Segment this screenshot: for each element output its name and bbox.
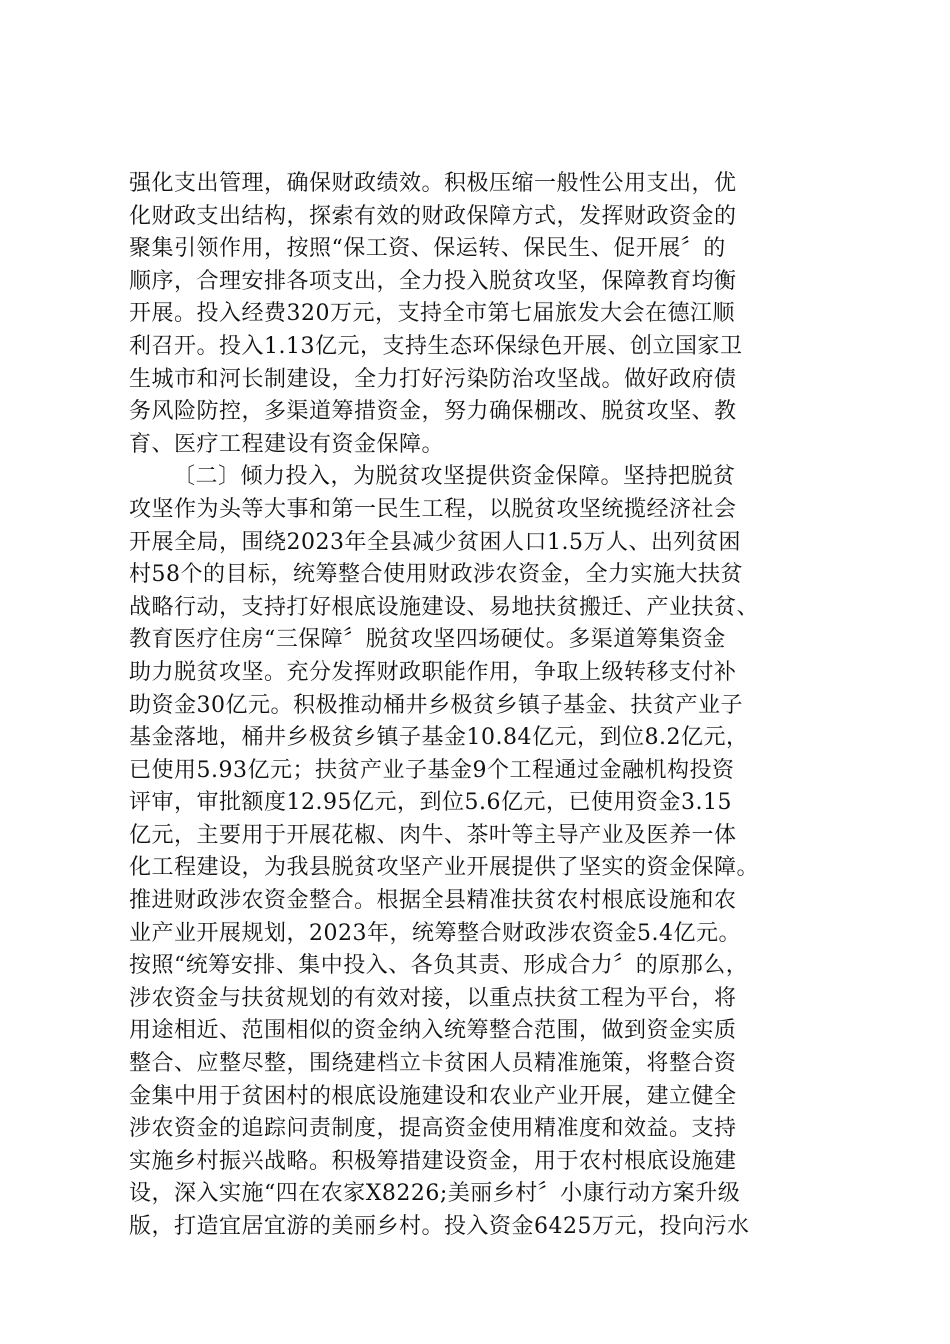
- text-line: 实施乡村振兴战略。积极筹措建设资金，用于农村根底设施建: [129, 1148, 737, 1174]
- text-line: 务风险防控，多渠道筹措资金，努力确保棚改、脱贫攻坚、教: [129, 399, 737, 425]
- text-line: 用途相近、范围相似的资金纳入统筹整合范围，做到资金实质: [129, 1018, 737, 1044]
- text-line: 利召开。投入1.13亿元，支持生态环保绿色开展、创立国家卫: [129, 333, 743, 359]
- text-line: 版，打造宜居宜游的美丽乡村。投入资金6425万元，投向污水: [129, 1214, 750, 1239]
- text-line: 基金落地，桶井乡极贫乡镇子基金10.84亿元，到位8.2亿元，: [129, 725, 749, 751]
- text-line: 化财政支出结构，探索有效的财政保障方式，发挥财政资金的: [129, 203, 737, 229]
- text-line: 村58个的目标，统筹整合使用财政涉农资金，全力实施大扶贫: [129, 562, 743, 588]
- text-line: 战略行动，支持打好根底设施建设、易地扶贫搬迁、产业扶贫、: [129, 594, 760, 620]
- text-line: 已使用5.93亿元；扶贫产业子基金9个工程通过金融机构投资: [129, 757, 735, 783]
- text-line: 评审，审批额度12.95亿元，到位5.6亿元，已使用资金3.15: [129, 790, 732, 816]
- text-line: 〔二〕倾力投入，为脱贫攻坚提供资金保障。坚持把脱贫: [173, 464, 736, 490]
- text-line: 按照“统筹安排、集中投入、各负其责、形成合力〞的原那么，: [129, 953, 749, 979]
- text-line: 攻坚作为头等大事和第一民生工程，以脱贫攻坚统揽经济社会: [129, 496, 737, 522]
- text-line: 化工程建设，为我县脱贫攻坚产业开展提供了坚实的资金保障。: [129, 855, 760, 881]
- text-line: 生城市和河长制建设，全力打好污染防治攻坚战。做好政府债: [129, 366, 737, 392]
- text-line: 推进财政涉农资金整合。根据全县精准扶贫农村根底设施和农: [129, 888, 737, 914]
- text-line: 顺序，合理安排各项支出，全力投入脱贫攻坚，保障教育均衡: [129, 268, 737, 294]
- text-line: 涉农资金的追踪问责制度，提高资金使用精准度和效益。支持: [129, 1116, 737, 1142]
- paragraph: [129, 168, 829, 461]
- text-line: 金集中用于贫困村的根底设施建设和农业产业开展，建立健全: [129, 1083, 737, 1109]
- text-line: 育、医疗工程建设有资金保障。: [129, 431, 445, 457]
- document-body: [129, 168, 829, 1244]
- text-line: 开展。投入经费320万元，支持全市第七届旅发大会在德江顺: [129, 301, 735, 327]
- text-line: 强化支出管理，确保财政绩效。积极压缩一般性公用支出，优: [129, 171, 737, 196]
- text-line: 开展全局，围绕2023年全县减少贫困人口1.5万人、出列贫困: [129, 529, 741, 555]
- paragraph: [129, 461, 829, 1243]
- text-line: 设，深入实施“四在农家X8226;美丽乡村〞小康行动方案升级: [129, 1181, 741, 1207]
- text-line: 聚集引领作用，按照“保工资、保运转、保民生、促开展〞的: [129, 236, 726, 262]
- text-line: 教育医疗住房“三保障〞脱贫攻坚四场硬仗。多渠道筹集资金: [129, 627, 726, 653]
- text-line: 助力脱贫攻坚。充分发挥财政职能作用，争取上级转移支付补: [129, 659, 737, 685]
- text-line: 业产业开展规划，2023年，统筹整合财政涉农资金5.4亿元。: [129, 920, 741, 946]
- text-line: 亿元，主要用于开展花椒、肉牛、茶叶等主导产业及医养一体: [129, 822, 737, 848]
- text-line: 整合、应整尽整，围绕建档立卡贫困人员精准施策，将整合资: [129, 1051, 737, 1077]
- text-line: 涉农资金与扶贫规划的有效对接，以重点扶贫工程为平台，将: [129, 985, 737, 1011]
- text-line: 助资金30亿元。积极推动桶井乡极贫乡镇子基金、扶贫产业子: [129, 692, 743, 718]
